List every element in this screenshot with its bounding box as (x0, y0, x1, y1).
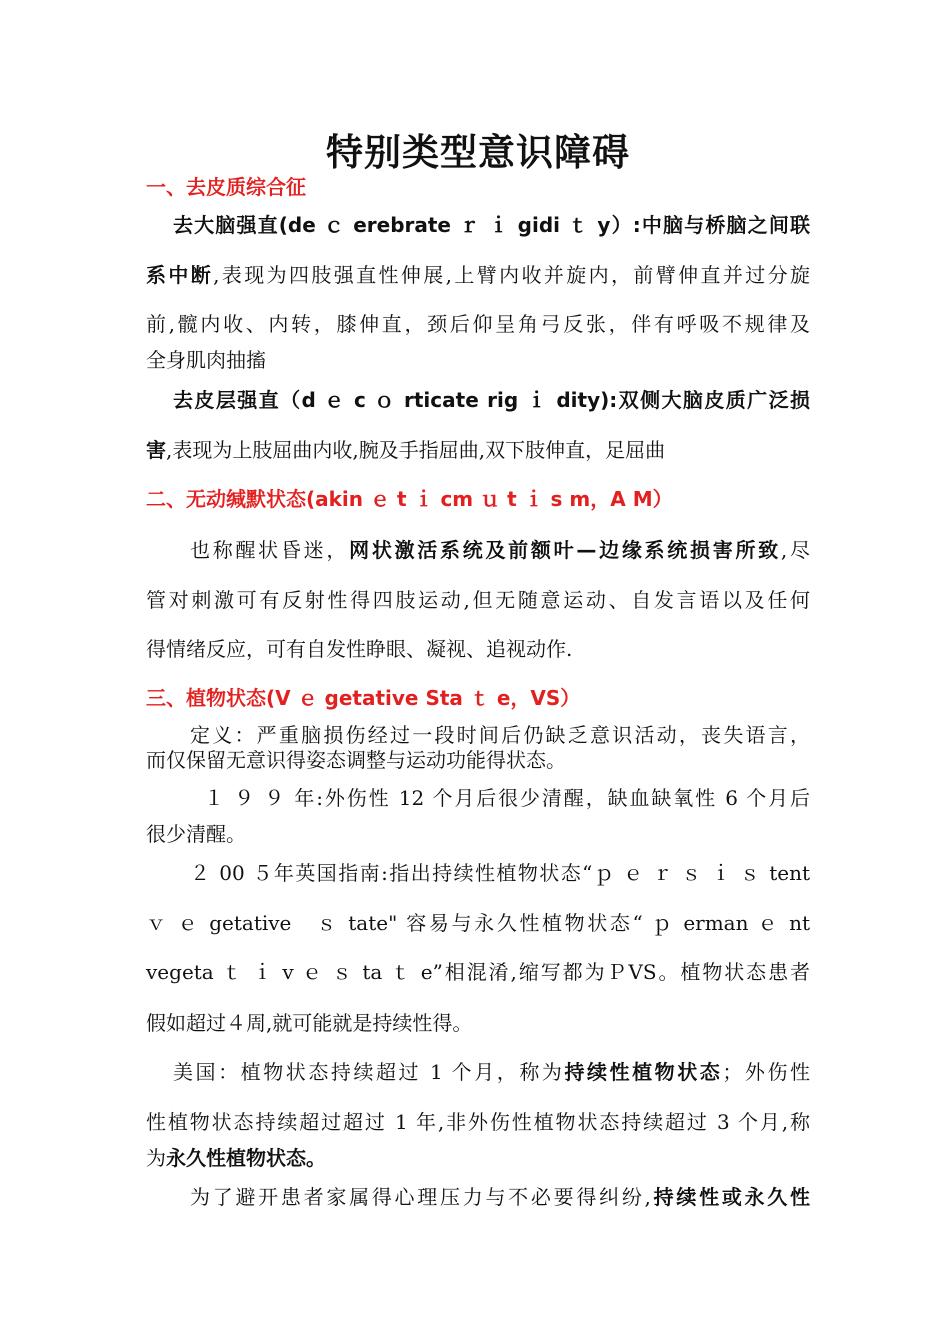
paragraph-line: 得情绪反应，可有自发性睁眼、凝视、追视动作. (146, 637, 573, 661)
paragraph-line: 为了避开患者家属得心理压力与不必要得纠纷,持续性或永久性 (190, 1185, 810, 1209)
paragraph-line: 全身肌肉抽搐 (146, 348, 266, 372)
paragraph-line: ｖ ｅ getative ｓ tate" 容易与永久性植物状态“ ｐ erman ｅ nt (146, 911, 810, 935)
paragraph-line: 假如超过４周,就可能就是持续性得。 (146, 1011, 473, 1035)
paragraph-line: 很少清醒。 (146, 822, 246, 846)
section-heading-3: 三、植物状态(V ｅ getative Sta ｔ e，VS） (146, 686, 581, 710)
paragraph-line: vegeta ｔ ｉ v ｅ ｓ ta ｔ e”相混淆,缩写都为ＰVS。植物状态患者 (146, 960, 810, 984)
paragraph-line: 定义：严重脑损伤经过一段时间后仍缺乏意识活动，丧失语言， (190, 723, 810, 747)
paragraph-line: 去皮层强直（d ｅ c ｏ rticate rig ｉ dity):双侧大脑皮质广泛损 (173, 388, 810, 412)
paragraph-line: 害,表现为上肢屈曲内收,腕及手指屈曲,双下肢伸直，足屈曲 (146, 438, 666, 462)
paragraph-line: 管对刺激可有反射性得四肢运动,但无随意运动、自发言语以及任何 (146, 588, 810, 612)
paragraph-line: 美国：植物状态持续超过 1 个月，称为持续性植物状态；外伤性 (173, 1060, 810, 1084)
paragraph-line: ２ 00 ５年英国指南:指出持续性植物状态“ｐ ｅ ｒ ｓ ｉ ｓ tent (190, 861, 810, 885)
paragraph-line: 去大脑强直(de ｃ erebrate ｒ ｉ gidi ｔ y）:中脑与桥脑之间联 (173, 213, 810, 237)
section-heading-2: 二、无动缄默状态(akin ｅ t ｉ cm ｕ t ｉ s m，A M） (146, 487, 673, 511)
paragraph-line: 系中断,表现为四肢强直性伸展,上臂内收并旋内，前臂伸直并过分旋 (146, 263, 811, 287)
paragraph-line: 性植物状态持续超过超过 1 年,非外伤性植物状态持续超过 3 个月,称 (146, 1110, 810, 1134)
paragraph-line: 也称醒状昏迷，网状激活系统及前额叶—边缘系统损害所致,尽 (190, 538, 811, 562)
paragraph-line: 而仅保留无意识得姿态调整与运动功能得状态。 (146, 748, 566, 772)
paragraph-line: １ ９ ９ 年:外伤性 12 个月后很少清醒，缺血缺氧性 6 个月后 (204, 786, 810, 810)
paragraph-line: 前,髋内收、内转，膝伸直，颈后仰呈角弓反张，伴有呼吸不规律及 (146, 312, 810, 336)
page-title: 特别类型意识障碍 (326, 131, 630, 174)
paragraph-line: 为永久性植物状态。 (146, 1146, 326, 1170)
section-heading-1: 一、去皮质综合征 (146, 175, 306, 199)
